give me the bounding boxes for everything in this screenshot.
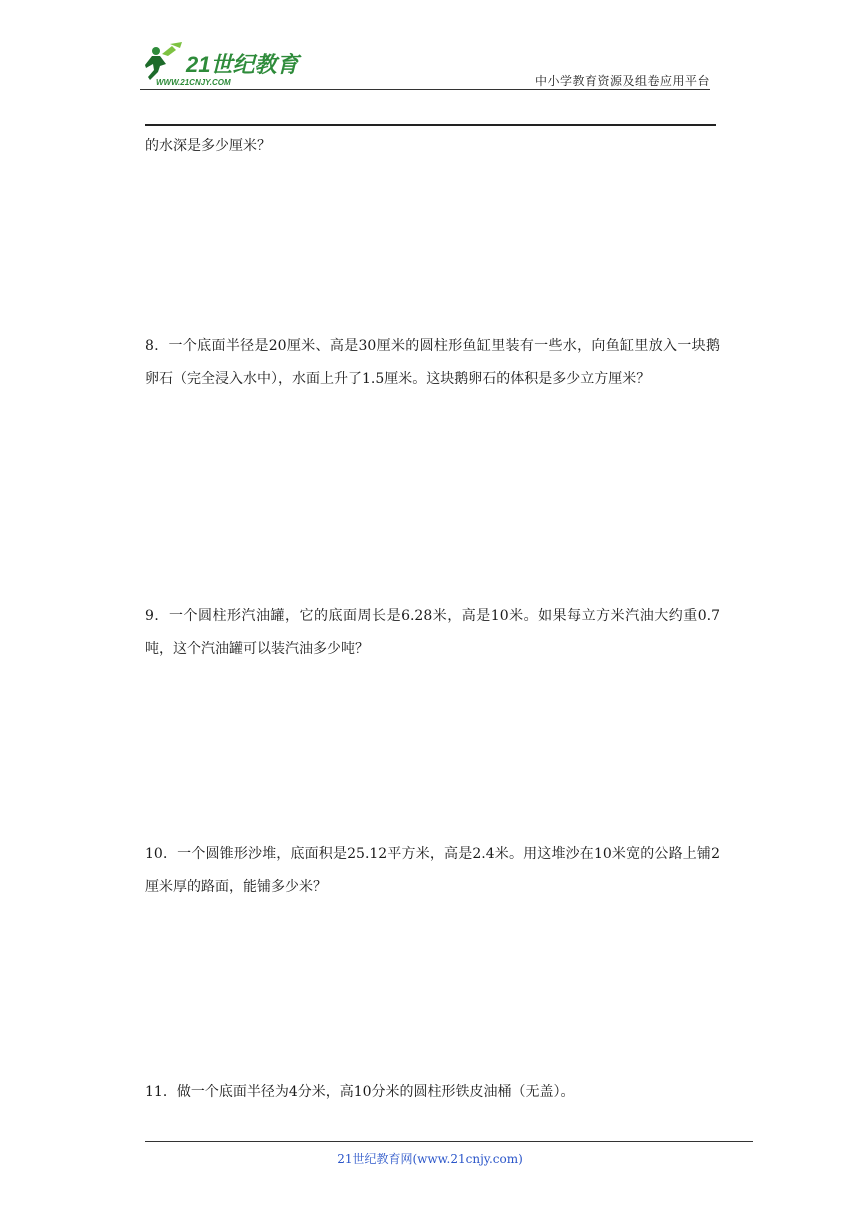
question-9: [145, 600, 720, 666]
footer-divider: [145, 1141, 753, 1142]
logo-brand-text: 21世纪教育: [186, 52, 299, 77]
question-number: 8．: [145, 338, 169, 354]
question-text: 一个圆锥形沙堆，底面积是25.12平方米，高是2.4米。用这堆沙在10米宽的公路上铺2厘米厚的路面，能铺多少米？: [145, 846, 720, 895]
question-number: 9．: [145, 608, 169, 624]
footer-link[interactable]: 21世纪教育网(www.21cnjy.com): [337, 1152, 523, 1166]
runner-logo-icon: [140, 40, 310, 90]
question-8: [145, 330, 720, 396]
question-text: 一个圆柱形汽油罐，它的底面周长是6.28米，高是10米。如果每立方米汽油大约重0.7吨，这个汽油罐可以装汽油多少吨？: [145, 608, 720, 657]
continued-question-fragment: 的水深是多少厘米？: [145, 138, 271, 154]
question-text: 一个底面半径是20厘米、高是30厘米的圆柱形鱼缸里装有一些水，向鱼缸里放入一块鹅卵石（完全浸入水中），水面上升了1.5厘米。这块鹅卵石的体积是多少立方厘米？: [145, 338, 720, 387]
question-11: [145, 1076, 720, 1109]
page-header: [0, 0, 860, 130]
header-divider: [140, 89, 710, 90]
question-number: 10．: [145, 846, 178, 862]
question-10: [145, 838, 720, 904]
content-top-divider: [145, 124, 716, 126]
logo-url-text: WWW.21CNJY.COM: [156, 78, 231, 87]
question-text: 做一个底面半径为4分米，高10分米的圆柱形铁皮油桶（无盖）。: [176, 1084, 575, 1100]
header-tagline: 中小学教育资源及组卷应用平台: [534, 74, 710, 88]
question-number: 11．: [145, 1084, 177, 1100]
site-logo[interactable]: [140, 40, 310, 90]
